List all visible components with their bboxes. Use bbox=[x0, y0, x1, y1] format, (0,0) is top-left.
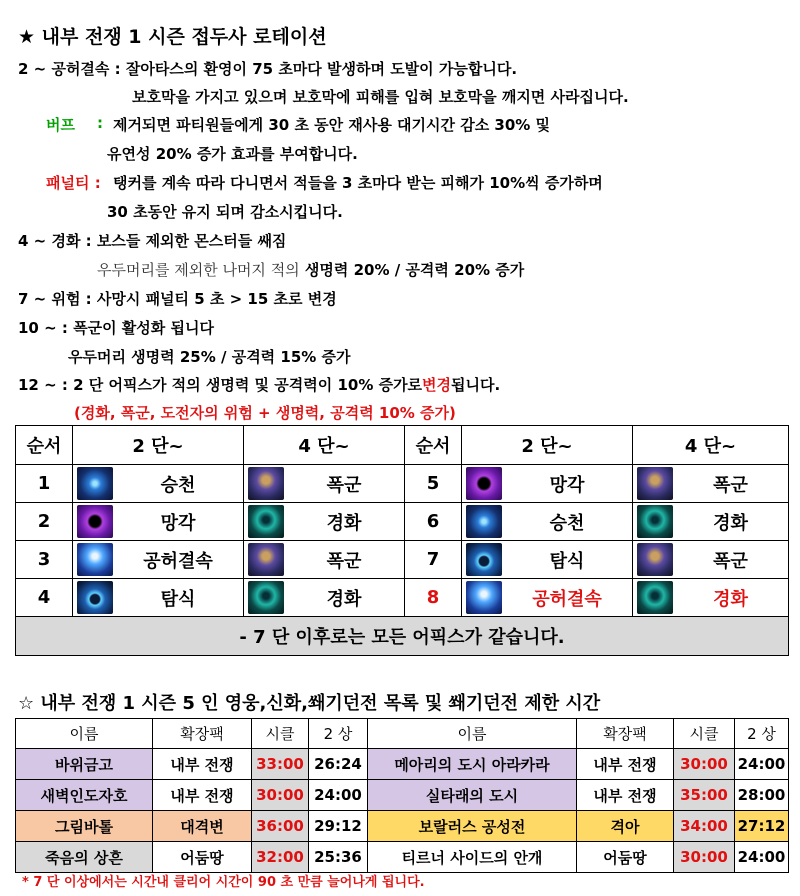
fortified-icon bbox=[248, 505, 284, 538]
penalty-label: 패널티 : bbox=[46, 174, 101, 192]
order-cell: 4 bbox=[16, 579, 73, 617]
dungeon-expansion: 내부 전쟁 bbox=[153, 780, 252, 811]
affix-label: 폭군 bbox=[713, 550, 748, 572]
table-row bbox=[16, 749, 789, 780]
dungeon-name: 죽음의 상흔 bbox=[16, 842, 153, 873]
dungeon-table bbox=[15, 718, 789, 873]
rotation-table bbox=[15, 425, 789, 656]
dungeon-expansion: 내부 전쟁 bbox=[153, 749, 252, 780]
affix-cell bbox=[73, 465, 244, 503]
affix-label: 승천 bbox=[160, 474, 196, 496]
affix-label: 탐식 bbox=[549, 550, 585, 572]
void-orb-icon bbox=[466, 467, 502, 500]
note-line: 30 초동안 유지 되며 감소시킵니다. bbox=[107, 203, 343, 221]
col-name: 이름 bbox=[16, 719, 153, 749]
affix-cell bbox=[633, 541, 789, 579]
affix-cell bbox=[462, 541, 633, 579]
note-line: 탱커를 계속 따라 다니면서 적들을 3 초마다 받는 피해가 10%씩 증가하며 bbox=[113, 174, 603, 192]
tyrant-icon bbox=[637, 467, 673, 500]
dungeon-expansion: 어둠땅 bbox=[153, 842, 252, 873]
note-line: 유연성 20% 증가 효과를 부여합니다. bbox=[107, 145, 358, 163]
affix-label: 탐식 bbox=[160, 588, 196, 610]
tyrant-icon bbox=[637, 543, 673, 576]
buff-colon: : bbox=[97, 114, 103, 132]
affix-cell bbox=[244, 503, 405, 541]
dungeon-name: 그림바톨 bbox=[16, 811, 153, 842]
col-level4: 4 단~ bbox=[633, 426, 789, 465]
dungeon-expansion: 대격변 bbox=[153, 811, 252, 842]
affix-label: 폭군 bbox=[326, 550, 362, 572]
dungeon-two-chest: 27:12 bbox=[735, 811, 789, 842]
ring-icon bbox=[77, 581, 113, 614]
dungeon-two-chest: 24:00 bbox=[309, 780, 368, 811]
note-text: 생명력 20% / 공격력 20% 증가 bbox=[304, 261, 525, 279]
affix-label: 망각 bbox=[160, 512, 196, 534]
affix-cell bbox=[633, 465, 789, 503]
affix-cell bbox=[633, 503, 789, 541]
note-line: 10 ~ : 폭군이 활성화 됩니다 bbox=[18, 319, 214, 337]
blue-orb-icon bbox=[77, 467, 113, 500]
dungeon-expansion: 내부 전쟁 bbox=[577, 749, 674, 780]
col-order: 순서 bbox=[16, 426, 73, 465]
dungeon-name: 바위금고 bbox=[16, 749, 153, 780]
table-row bbox=[16, 503, 789, 541]
note-line: 제거되면 파티원들에게 30 초 동안 재사용 대기시간 감소 30% 및 bbox=[113, 116, 551, 134]
dungeon-two-chest: 28:00 bbox=[735, 780, 789, 811]
note-text: 우두머리를 제외한 나머지 적의 bbox=[97, 261, 300, 279]
note-line: 우두머리 생명력 25% / 공격력 15% 증가 bbox=[68, 348, 351, 366]
order-cell: 3 bbox=[16, 541, 73, 579]
tyrant-icon bbox=[248, 543, 284, 576]
affix-cell bbox=[73, 579, 244, 617]
dungeon-timer: 30:00 bbox=[252, 780, 309, 811]
affix-label: 망각 bbox=[549, 474, 585, 496]
table-header-row bbox=[16, 719, 789, 749]
affix-label: 경화 bbox=[326, 588, 362, 610]
affix-label: 폭군 bbox=[713, 474, 748, 496]
rotation-footer: - 7 단 이후로는 모든 어픽스가 같습니다. bbox=[16, 617, 789, 656]
col-order: 순서 bbox=[405, 426, 462, 465]
affix-cell bbox=[633, 579, 789, 617]
ring-icon bbox=[466, 543, 502, 576]
note-line bbox=[18, 374, 500, 395]
affix-cell bbox=[244, 465, 405, 503]
table-row bbox=[16, 465, 789, 503]
glowing-figure-icon bbox=[466, 581, 502, 614]
order-cell: 7 bbox=[405, 541, 462, 579]
affix-label: 공허결속 bbox=[143, 550, 213, 572]
col-expansion: 확장팩 bbox=[577, 719, 674, 749]
col-timer: 시클 bbox=[674, 719, 735, 749]
table-row bbox=[16, 541, 789, 579]
table-row bbox=[16, 842, 789, 873]
note-line: 2 ~ 공허결속 : 잘아타스의 환영이 75 초마다 발생하며 도발이 가능합니다. bbox=[18, 60, 518, 78]
blue-orb-icon bbox=[466, 505, 502, 538]
buff-label: 버프 bbox=[46, 116, 75, 134]
order-cell: 6 bbox=[405, 503, 462, 541]
order-cell: 1 bbox=[16, 465, 73, 503]
dungeon-expansion: 어둠땅 bbox=[577, 842, 674, 873]
dungeon-name: 새벽인도자호 bbox=[16, 780, 153, 811]
order-cell: 5 bbox=[405, 465, 462, 503]
dungeon-section-title: ☆ 내부 전쟁 1 시즌 5 인 영웅,신화,쐐기던전 목록 및 쐐기던전 제한 시간 bbox=[18, 693, 601, 714]
col-two-chest: 2 상 bbox=[309, 719, 368, 749]
affix-label: 경화 bbox=[713, 588, 748, 610]
dungeon-two-chest: 24:00 bbox=[735, 842, 789, 873]
affix-cell bbox=[244, 541, 405, 579]
table-row bbox=[16, 811, 789, 842]
note-text: 됩니다. bbox=[451, 376, 501, 394]
dungeon-timer: 34:00 bbox=[674, 811, 735, 842]
affix-cell bbox=[73, 541, 244, 579]
note-text: 12 ~ : 2 단 어픽스가 적의 생명력 및 공격력이 10% 증가로 bbox=[18, 376, 423, 394]
note-line bbox=[97, 259, 524, 280]
table-header-row bbox=[16, 426, 789, 465]
affix-cell bbox=[244, 579, 405, 617]
note-line: 4 ~ 경화 : 보스들 제외한 몬스터들 쌔짐 bbox=[18, 232, 287, 250]
affix-label: 경화 bbox=[326, 512, 362, 534]
col-two-chest: 2 상 bbox=[735, 719, 789, 749]
dungeon-name: 메아리의 도시 아라카라 bbox=[368, 749, 577, 780]
order-cell: 8 bbox=[405, 579, 462, 617]
dungeon-timer: 32:00 bbox=[252, 842, 309, 873]
dungeon-expansion: 격아 bbox=[577, 811, 674, 842]
affix-label: 승천 bbox=[549, 512, 585, 534]
col-level2: 2 단~ bbox=[462, 426, 633, 465]
col-level2: 2 단~ bbox=[73, 426, 244, 465]
col-timer: 시클 bbox=[252, 719, 309, 749]
dungeon-timer: 30:00 bbox=[674, 842, 735, 873]
note-line: 7 ~ 위험 : 사망시 패널티 5 초 > 15 초로 변경 bbox=[18, 290, 337, 308]
glowing-figure-icon bbox=[77, 543, 113, 576]
table-row bbox=[16, 780, 789, 811]
dungeon-timer: 35:00 bbox=[674, 780, 735, 811]
page-title: ★ 내부 전쟁 1 시즌 접두사 로테이션 bbox=[18, 26, 327, 48]
dungeon-name: 티르너 사이드의 안개 bbox=[368, 842, 577, 873]
dungeon-timer: 36:00 bbox=[252, 811, 309, 842]
dungeon-two-chest: 25:36 bbox=[309, 842, 368, 873]
fortified-icon bbox=[637, 581, 673, 614]
dungeon-name: 보랄러스 공성전 bbox=[368, 811, 577, 842]
dungeon-two-chest: 29:12 bbox=[309, 811, 368, 842]
table-row bbox=[16, 579, 789, 617]
affix-label: 폭군 bbox=[326, 474, 362, 496]
col-expansion: 확장팩 bbox=[153, 719, 252, 749]
table-footer-row bbox=[16, 617, 789, 656]
affix-cell bbox=[73, 503, 244, 541]
affix-cell bbox=[462, 503, 633, 541]
tyrant-icon bbox=[248, 467, 284, 500]
affix-label: 경화 bbox=[713, 512, 748, 534]
dungeon-expansion: 내부 전쟁 bbox=[577, 780, 674, 811]
note-line: 보호막을 가지고 있으며 보호막에 피해를 입혀 보호막을 깨지면 사라집니다. bbox=[132, 88, 629, 106]
dungeon-two-chest: 24:00 bbox=[735, 749, 789, 780]
note-text-highlight: 변경 bbox=[422, 376, 452, 394]
void-orb-icon bbox=[77, 505, 113, 538]
col-level4: 4 단~ bbox=[244, 426, 405, 465]
affix-cell bbox=[462, 465, 633, 503]
footnote: * 7 단 이상에서는 시간내 클리어 시간이 90 초 만큼 늘어나게 됩니다. bbox=[22, 875, 425, 890]
affix-cell bbox=[462, 579, 633, 617]
dungeon-two-chest: 26:24 bbox=[309, 749, 368, 780]
dungeon-timer: 33:00 bbox=[252, 749, 309, 780]
col-name: 이름 bbox=[368, 719, 577, 749]
affix-label: 공허결속 bbox=[532, 588, 602, 610]
fortified-icon bbox=[637, 505, 673, 538]
note-line: (경화, 폭군, 도전자의 위험 + 생명력, 공격력 10% 증가) bbox=[74, 404, 456, 422]
fortified-icon bbox=[248, 581, 284, 614]
dungeon-timer: 30:00 bbox=[674, 749, 735, 780]
dungeon-name: 실타래의 도시 bbox=[368, 780, 577, 811]
order-cell: 2 bbox=[16, 503, 73, 541]
